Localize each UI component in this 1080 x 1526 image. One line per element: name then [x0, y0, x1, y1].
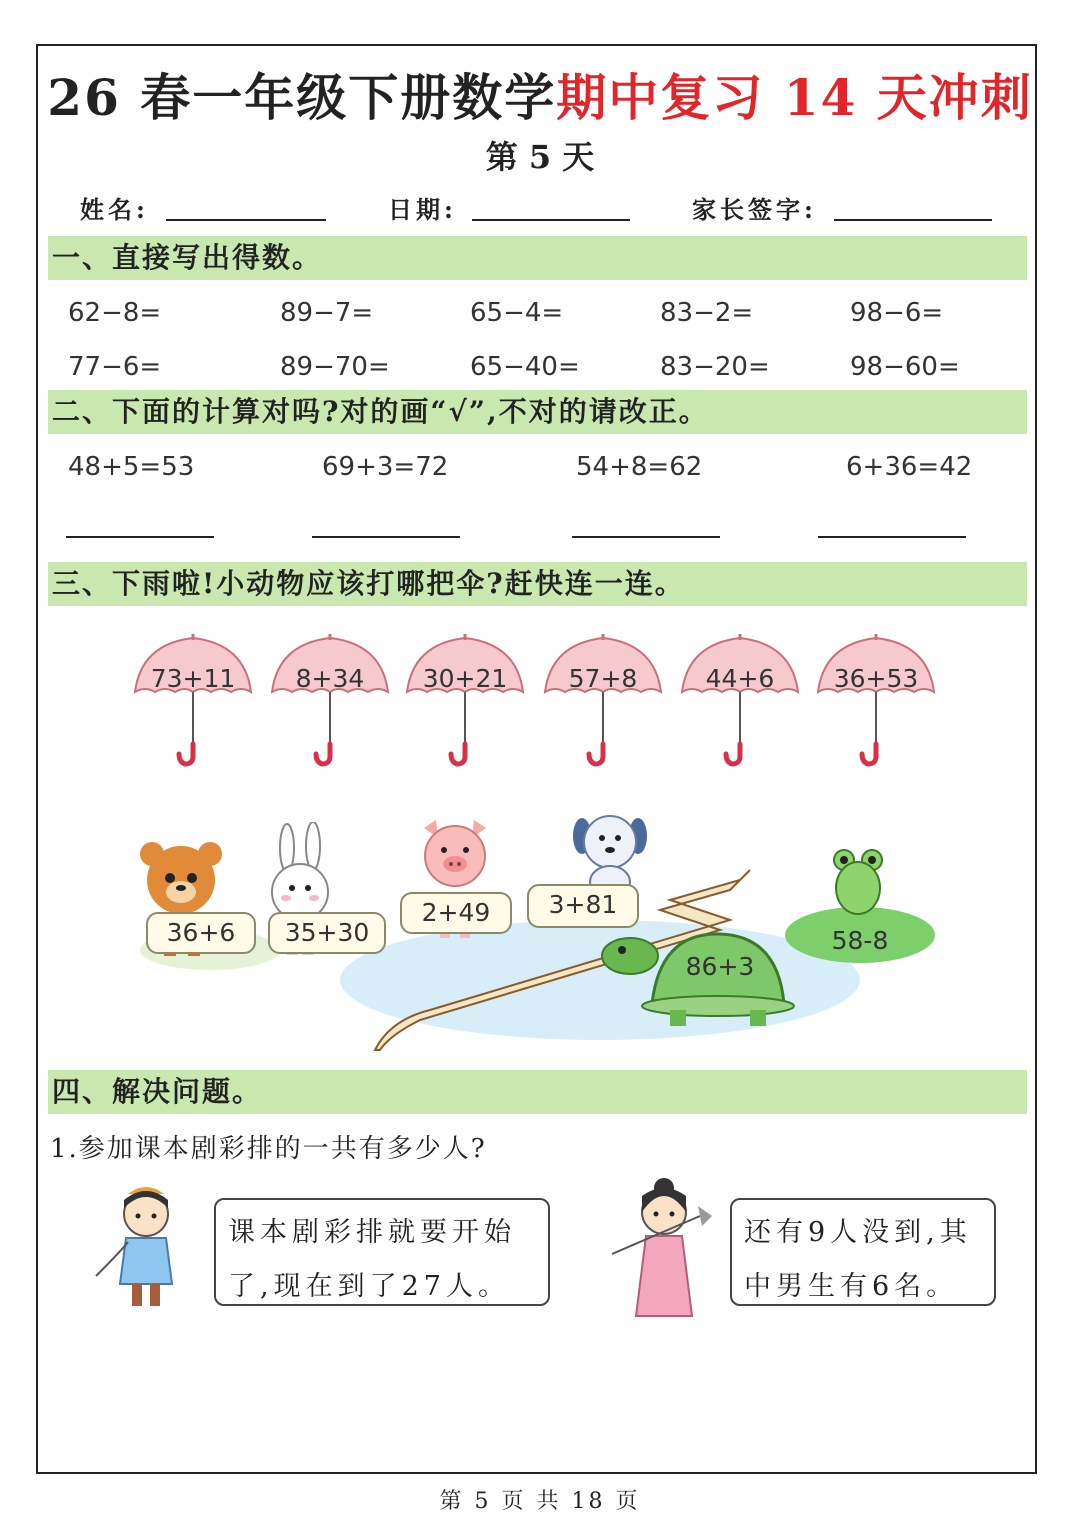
animal-sign[interactable]: 35+30 — [268, 912, 386, 954]
check-item: 54+8=62 — [576, 452, 703, 482]
calc-item: 98−60= — [850, 352, 960, 382]
animal-sign[interactable]: 2+49 — [400, 892, 512, 934]
animal-sign[interactable]: 3+81 — [527, 884, 639, 928]
answer-line[interactable] — [818, 536, 966, 538]
calc-item: 89−70= — [280, 352, 390, 382]
calc-item: 77−6= — [68, 352, 162, 382]
calc-item: 83−20= — [660, 352, 770, 382]
check-item: 69+3=72 — [322, 452, 449, 482]
umbrella-icon — [543, 634, 663, 768]
umbrella-expression: 57+8 — [568, 664, 638, 693]
umbrella[interactable] — [405, 634, 525, 768]
section1-title: 一、直接写出得数。 — [48, 236, 1027, 280]
umbrella-expression: 44+6 — [705, 664, 775, 693]
parent-signature-label: 家长签字: — [692, 195, 817, 224]
umbrella[interactable] — [270, 634, 390, 768]
umbrella-icon — [270, 634, 390, 768]
name-field[interactable] — [166, 219, 326, 221]
umbrella-expression: 30+21 — [422, 664, 508, 693]
umbrella-icon — [405, 634, 525, 768]
umbrella-icon — [133, 634, 253, 768]
name-label: 姓名: — [80, 195, 149, 224]
check-item: 48+5=53 — [68, 452, 195, 482]
page-title — [0, 58, 1080, 130]
check-item: 6+36=42 — [846, 452, 973, 482]
calc-item: 98−6= — [850, 298, 944, 328]
section3-title: 三、下雨啦!小动物应该打哪把伞?赶快连一连。 — [48, 562, 1027, 606]
date-label: 日期: — [388, 195, 457, 224]
answer-line[interactable] — [312, 536, 460, 538]
answer-line[interactable] — [572, 536, 720, 538]
umbrella-expression: 73+11 — [150, 664, 236, 693]
bubble-line: 中男生有6名。 — [744, 1271, 959, 1302]
bubble-line: 了,现在到了27人。 — [228, 1271, 510, 1302]
title-black: 26 春一年级下册数学 — [47, 68, 557, 127]
speech-bubble-left — [214, 1198, 550, 1306]
umbrella-icon — [816, 634, 936, 768]
problem-text: 1.参加课本剧彩排的一共有多少人? — [50, 1134, 487, 1164]
umbrella-expression: 8+34 — [295, 664, 365, 693]
speech-bubble-right — [730, 1198, 996, 1306]
section4-title: 四、解决问题。 — [48, 1070, 1027, 1114]
page-number: 第 5 页 共 18 页 — [439, 1489, 641, 1514]
umbrella-expression: 36+53 — [833, 664, 919, 693]
frog-icon — [830, 848, 886, 920]
calc-item: 89−7= — [280, 298, 374, 328]
bubble-line: 还有9人没到,其 — [744, 1217, 972, 1248]
boy-character-icon — [92, 1180, 200, 1312]
title-red: 期中复习 14 天冲刺 — [556, 68, 1033, 127]
calc-item: 62−8= — [68, 298, 162, 328]
date-field[interactable] — [472, 219, 630, 221]
umbrella[interactable] — [133, 634, 253, 768]
section2-title: 二、下面的计算对吗?对的画“√”,不对的请改正。 — [48, 390, 1027, 434]
umbrella[interactable] — [816, 634, 936, 768]
umbrella-icon — [680, 634, 800, 768]
calc-item: 83−2= — [660, 298, 754, 328]
parent-signature-field[interactable] — [834, 219, 992, 221]
girl-character-icon — [608, 1176, 718, 1322]
umbrella[interactable] — [680, 634, 800, 768]
umbrella[interactable] — [543, 634, 663, 768]
answer-line[interactable] — [66, 536, 214, 538]
calc-item: 65−40= — [470, 352, 580, 382]
animal-sign[interactable]: 86+3 — [685, 952, 755, 981]
day-label: 第 5 天 — [485, 138, 595, 176]
bubble-line: 课本剧彩排就要开始 — [228, 1217, 516, 1248]
calc-item: 65−4= — [470, 298, 564, 328]
animal-sign[interactable]: 58-8 — [831, 926, 889, 955]
animal-sign[interactable]: 36+6 — [146, 912, 256, 954]
